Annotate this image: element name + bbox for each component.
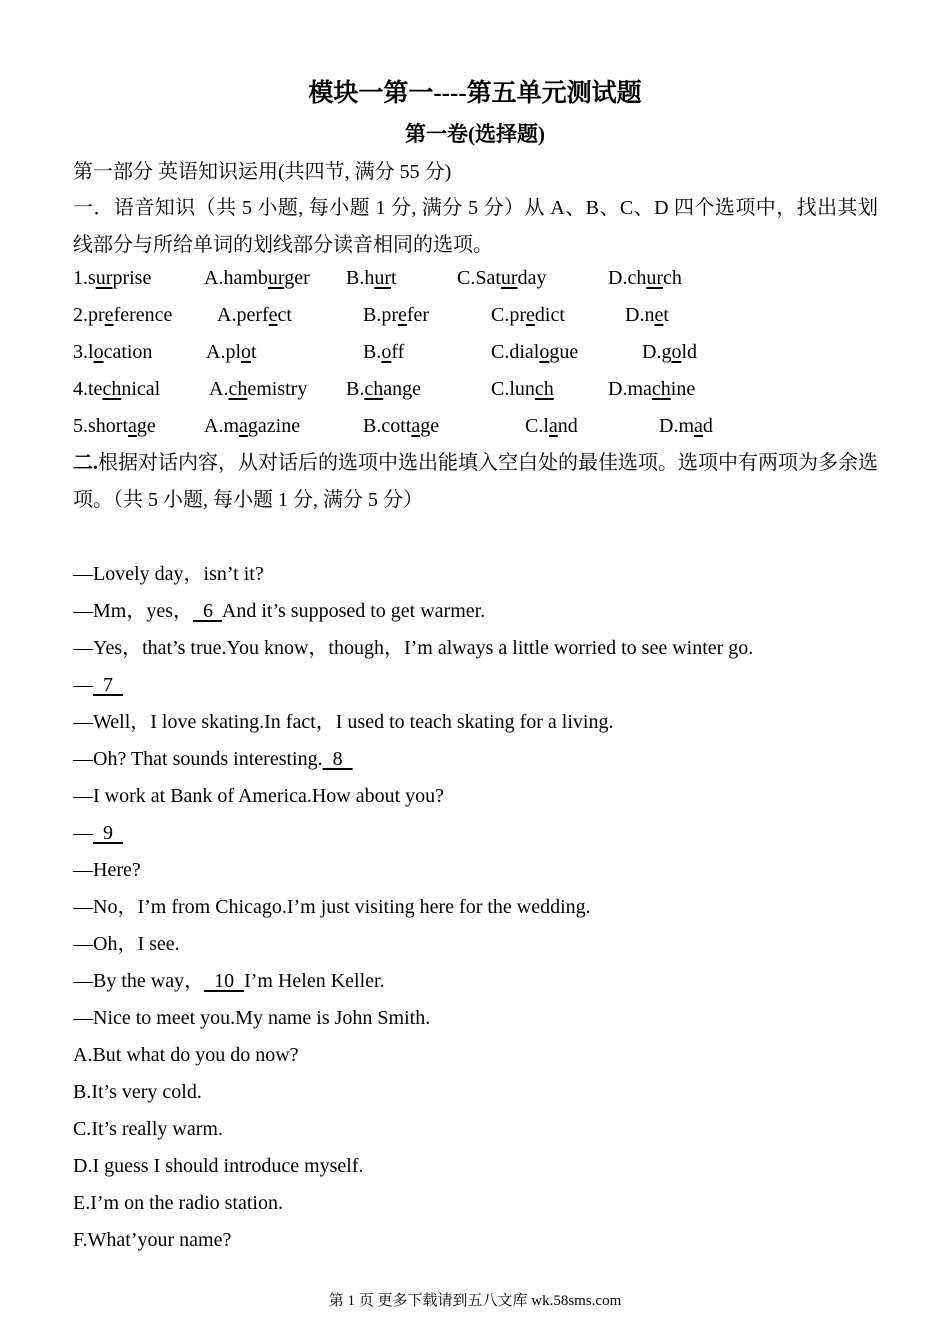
blank-7: 7: [93, 674, 123, 696]
underlined-letters: o: [93, 341, 104, 363]
answer-option: [204, 409, 300, 443]
target-word: [88, 267, 151, 289]
question-word: [73, 298, 172, 332]
option-word: [204, 415, 300, 437]
text-part: t: [251, 341, 257, 363]
choice-b: B.It’s very cold.: [73, 1081, 202, 1103]
answer-option: [217, 298, 292, 332]
dialogue-text: And it’s supposed to get warmer.: [221, 600, 486, 622]
choice-d: D.I guess I should introduce myself.: [73, 1155, 364, 1177]
dialogue-line: —I work at Bank of America.How about you?: [73, 785, 445, 807]
question-number: 2.: [73, 304, 88, 326]
answer-option: [491, 298, 565, 332]
dialogue-line: —Nice to meet you.My name is John Smith.: [73, 1007, 431, 1029]
text-part: C.l: [525, 415, 549, 437]
text-part: B.pr: [363, 304, 398, 326]
underlined-letters: ch: [364, 378, 384, 400]
dialogue-line: [73, 964, 878, 998]
underlined-letters: ur: [500, 267, 518, 289]
text-part: te: [88, 378, 103, 400]
question-word: [73, 409, 156, 443]
text-part: A.perf: [217, 304, 269, 326]
text-part: nd: [557, 415, 578, 437]
text-part: D.m: [659, 415, 694, 437]
text-part: B.: [363, 341, 382, 363]
text-part: gazine: [247, 415, 301, 437]
answer-option: [659, 409, 713, 443]
dialogue-line: [73, 668, 878, 702]
text-part: day: [517, 267, 547, 289]
underlined-letters: o: [241, 341, 251, 363]
dialogue-text: —Mm，yes，: [73, 600, 193, 622]
question-word: [73, 261, 151, 295]
underlined-letters: e: [398, 304, 407, 326]
page-subtitle: 第一卷(选择题): [405, 122, 545, 146]
text-part: s: [88, 267, 96, 289]
text-part: D.ch: [608, 267, 647, 289]
target-word: [88, 415, 156, 437]
dialogue-text: —By the way，: [73, 970, 205, 992]
text-part: prise: [112, 267, 152, 289]
dialogue-line: —Well，I love skating.In fact，I used to teach skating for a living.: [73, 711, 614, 733]
text-part: C.Sat: [457, 267, 501, 289]
option-word: [217, 304, 292, 326]
choice-f: F.What’your name?: [73, 1229, 232, 1251]
text-part: ger: [284, 267, 310, 289]
answer-option: [363, 298, 429, 332]
dialogue-line: —Oh，I see.: [73, 933, 180, 955]
option-word: [625, 304, 669, 326]
blank-8: 8: [322, 748, 353, 770]
answer-option: [457, 261, 546, 295]
underlined-letters: ur: [646, 267, 663, 289]
text-part: A.hamb: [204, 267, 268, 289]
answer-option: [209, 372, 307, 406]
text-part: ch: [663, 267, 682, 289]
option-word: [363, 341, 404, 363]
text-part: D.g: [642, 341, 672, 363]
option-word: [491, 341, 578, 363]
text-part: B.: [346, 378, 365, 400]
option-word: [363, 304, 429, 326]
text-part: B.cott: [363, 415, 412, 437]
answer-option: [608, 372, 695, 406]
text-part: ge: [420, 415, 440, 437]
dialogue-text: I’m Helen Keller.: [244, 970, 385, 992]
page-title: 模块一第一----第五单元测试题: [308, 80, 642, 107]
section2-instruction: [73, 445, 878, 519]
text-part: pr: [88, 304, 105, 326]
option-word: [346, 378, 421, 400]
option-word: [204, 267, 310, 289]
option-word: [608, 378, 695, 400]
underlined-letters: o: [671, 341, 682, 363]
dialogue-line: [73, 742, 878, 776]
underlined-letters: ch: [651, 378, 671, 400]
underlined-letters: a: [694, 415, 703, 437]
blank-6: 6: [193, 600, 222, 622]
text-part: short: [88, 415, 128, 437]
text-part: cation: [103, 341, 153, 363]
text-part: ge: [136, 415, 156, 437]
option-word: [346, 267, 397, 289]
underlined-letters: e: [654, 304, 664, 326]
text-part: d: [702, 415, 713, 437]
question-number: 4.: [73, 378, 88, 400]
question-word: [73, 372, 160, 406]
text-part: dict: [534, 304, 565, 326]
option-word: [608, 267, 682, 289]
answer-option: [625, 298, 669, 332]
underlined-letters: ch: [228, 378, 248, 400]
text-part: B.h: [346, 267, 375, 289]
question-number: 5.: [73, 415, 88, 437]
dialogue-line: —No，I’m from Chicago.I’m just visiting here for the wedding.: [73, 896, 591, 918]
blank-10: 10: [204, 970, 245, 992]
answer-option: [525, 409, 578, 443]
dialogue-text: —Oh? That sounds interesting.: [73, 748, 323, 770]
text-part: C.dial: [491, 341, 540, 363]
option-word: [363, 415, 439, 437]
option-word: [491, 378, 554, 400]
answer-option: [642, 335, 697, 369]
target-word: [88, 304, 172, 326]
choice-e: E.I’m on the radio station.: [73, 1192, 283, 1214]
option-word: [659, 415, 713, 437]
answer-option: [204, 261, 310, 295]
text-part: fer: [406, 304, 430, 326]
underlined-letters: ch: [102, 378, 122, 400]
page-footer: 第 1 页 更多下载请到五八文库 wk.58sms.com: [328, 1293, 622, 1309]
part-heading: 第一部分 英语知识运用(共四节, 满分 55 分): [73, 161, 452, 183]
question-number: 1.: [73, 267, 88, 289]
text-part: ff: [391, 341, 405, 363]
target-word: [88, 378, 160, 400]
option-word: [525, 415, 578, 437]
underlined-letters: a: [239, 415, 248, 437]
underlined-letters: a: [128, 415, 137, 437]
text-part: ange: [383, 378, 421, 400]
underlined-letters: o: [381, 341, 392, 363]
underlined-letters: e: [268, 304, 278, 326]
answer-option: [206, 335, 257, 369]
answer-option: [363, 335, 404, 369]
answer-option: [491, 372, 554, 406]
text-part: nical: [121, 378, 161, 400]
text-part: D.ma: [608, 378, 652, 400]
dialogue-line: —Here?: [73, 859, 141, 881]
dialogue-line: [73, 594, 878, 628]
text-part: t: [663, 304, 669, 326]
section1-instruction: 一．语音知识（共 5 小题, 每小题 1 分, 满分 5 分）从 A、B、C、D 四个选项中，找出其划线部分与所给单词的划线部分读音相同的选项。: [73, 197, 878, 256]
answer-option: [346, 261, 397, 295]
text-part: C.lun: [491, 378, 535, 400]
answer-option: [346, 372, 421, 406]
option-word: [642, 341, 697, 363]
text-part: D.n: [625, 304, 655, 326]
text-part: A.pl: [206, 341, 241, 363]
underlined-letters: a: [411, 415, 421, 437]
underlined-letters: o: [539, 341, 550, 363]
choice-a: A.But what do you do now?: [73, 1044, 299, 1066]
choice-c: C.It’s really warm.: [73, 1118, 223, 1140]
text-part: gue: [549, 341, 579, 363]
underlined-letters: ur: [374, 267, 392, 289]
underlined-letters: a: [548, 415, 558, 437]
underlined-letters: ur: [267, 267, 285, 289]
option-word: [491, 304, 565, 326]
text-part: A.: [209, 378, 229, 400]
text-part: ld: [681, 341, 698, 363]
dialogue-line: [73, 816, 878, 850]
option-word: [457, 267, 546, 289]
dialogue-line: —Lovely day，isn’t it?: [73, 563, 264, 585]
text-part: A.m: [204, 415, 239, 437]
answer-option: [608, 261, 682, 295]
dialogue-text: —: [73, 822, 93, 844]
answer-option: [491, 335, 578, 369]
text-part: t: [391, 267, 397, 289]
underlined-letters: e: [104, 304, 114, 326]
text-part: ine: [670, 378, 696, 400]
underlined-letters: ch: [534, 378, 554, 400]
text-part: ct: [277, 304, 292, 326]
answer-option: [363, 409, 439, 443]
text-part: l: [88, 341, 94, 363]
text-part: ference: [113, 304, 173, 326]
blank-9: 9: [93, 822, 123, 844]
dialogue-line: —Yes，that’s true.You know，though，I’m always a little worried to see winter go.: [73, 637, 754, 659]
text-part: emistry: [247, 378, 308, 400]
underlined-letters: e: [526, 304, 535, 326]
question-word: [73, 335, 152, 369]
text-part: C.pr: [491, 304, 526, 326]
option-word: [206, 341, 257, 363]
section2-text: 根据对话内容，从对话后的选项中选出能填入空白处的最佳选项。选项中有两项为多余选项。（共 5 小题, 每小题 1 分, 满分 5 分）: [73, 452, 878, 511]
dialogue-text: —: [73, 674, 93, 696]
section2-label: 二.: [73, 452, 98, 474]
target-word: [88, 341, 152, 363]
question-number: 3.: [73, 341, 88, 363]
option-word: [209, 378, 307, 400]
underlined-letters: ur: [95, 267, 113, 289]
